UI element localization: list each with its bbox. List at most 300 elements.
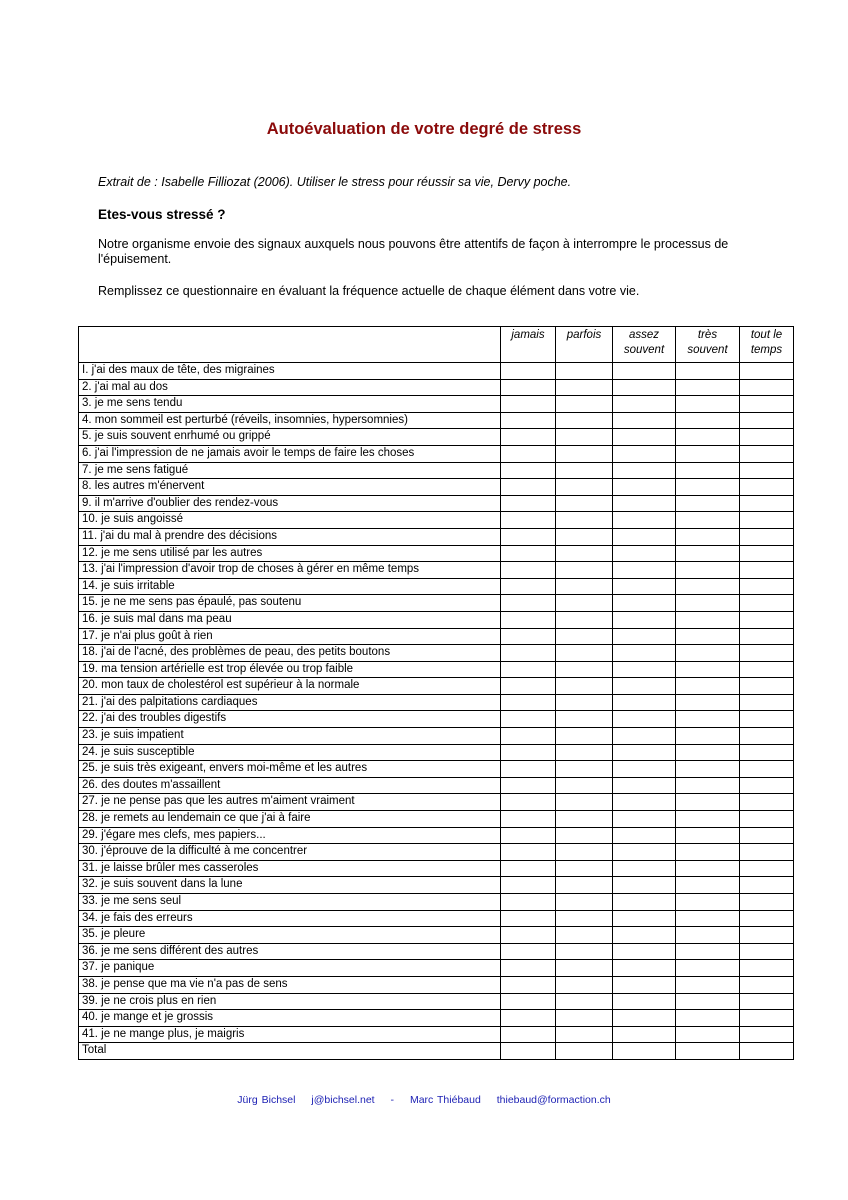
answer-cell-1[interactable]	[501, 777, 556, 794]
answer-cell-1[interactable]	[501, 545, 556, 562]
answer-cell-2[interactable]	[556, 927, 613, 944]
answer-cell-5[interactable]	[740, 943, 794, 960]
answer-cell-5[interactable]	[740, 396, 794, 413]
answer-cell-4[interactable]	[676, 479, 740, 496]
answer-cell-5[interactable]	[740, 528, 794, 545]
answer-cell-5[interactable]	[740, 611, 794, 628]
answer-cell-2[interactable]	[556, 827, 613, 844]
answer-cell-3[interactable]	[613, 811, 676, 828]
answer-cell-5[interactable]	[740, 877, 794, 894]
answer-cell-2[interactable]	[556, 396, 613, 413]
answer-cell-3[interactable]	[613, 645, 676, 662]
answer-cell-5[interactable]	[740, 462, 794, 479]
answer-cell-1[interactable]	[501, 495, 556, 512]
question-text: 19. ma tension artérielle est trop élevée ou trop faible	[79, 661, 501, 678]
table-row	[79, 429, 794, 446]
answer-cell-4[interactable]	[676, 728, 740, 745]
answer-cell-3[interactable]	[613, 694, 676, 711]
table-row	[79, 761, 794, 778]
table-row	[79, 960, 794, 977]
answer-cell-4[interactable]	[676, 396, 740, 413]
answer-cell-3[interactable]	[613, 396, 676, 413]
question-text: 9. il m'arrive d'oublier des rendez-vous	[79, 495, 501, 512]
answer-cell-5[interactable]	[740, 678, 794, 695]
answer-cell-2[interactable]	[556, 628, 613, 645]
answer-cell-4[interactable]	[676, 412, 740, 429]
answer-cell-5[interactable]	[740, 562, 794, 579]
table-row	[79, 661, 794, 678]
answer-cell-5[interactable]	[740, 827, 794, 844]
table-row	[79, 545, 794, 562]
answer-cell-5[interactable]	[740, 412, 794, 429]
answer-cell-2[interactable]	[556, 495, 613, 512]
answer-cell-2[interactable]	[556, 462, 613, 479]
answer-cell-3[interactable]	[613, 462, 676, 479]
answer-cell-4[interactable]	[676, 744, 740, 761]
answer-cell-5[interactable]	[740, 512, 794, 529]
question-text: 20. mon taux de cholestérol est supérieur à la normale	[79, 678, 501, 695]
answer-cell-4[interactable]	[676, 379, 740, 396]
answer-cell-4[interactable]	[676, 661, 740, 678]
answer-cell-3[interactable]	[613, 379, 676, 396]
question-text: 29. j'égare mes clefs, mes papiers...	[79, 827, 501, 844]
question-text: 16. je suis mal dans ma peau	[79, 611, 501, 628]
answer-cell-1[interactable]	[501, 396, 556, 413]
table-row	[79, 512, 794, 529]
answer-cell-4[interactable]	[676, 711, 740, 728]
answer-cell-3[interactable]	[613, 661, 676, 678]
answer-cell-5[interactable]	[740, 363, 794, 380]
answer-cell-2[interactable]	[556, 910, 613, 927]
answer-cell-5[interactable]	[740, 1010, 794, 1027]
answer-cell-1[interactable]	[501, 794, 556, 811]
answer-cell-1[interactable]	[501, 462, 556, 479]
answer-cell-3[interactable]	[613, 578, 676, 595]
answer-cell-2[interactable]	[556, 429, 613, 446]
answer-cell-3[interactable]	[613, 860, 676, 877]
table-row	[79, 645, 794, 662]
answer-cell-3[interactable]	[613, 777, 676, 794]
answer-cell-1[interactable]	[501, 927, 556, 944]
answer-cell-5[interactable]	[740, 927, 794, 944]
answer-cell-3[interactable]	[613, 976, 676, 993]
answer-cell-4[interactable]	[676, 860, 740, 877]
answer-cell-4[interactable]	[676, 844, 740, 861]
table-row	[79, 794, 794, 811]
answer-cell-3[interactable]	[613, 1026, 676, 1043]
answer-cell-4[interactable]	[676, 694, 740, 711]
question-text: 36. je me sens différent des autres	[79, 943, 501, 960]
question-text: 4. mon sommeil est perturbé (réveils, insomnies, hypersomnies)	[79, 412, 501, 429]
answer-cell-4[interactable]	[676, 1043, 740, 1060]
header-jamais: jamais	[501, 327, 556, 363]
answer-cell-3[interactable]	[613, 595, 676, 612]
answer-cell-5[interactable]	[740, 976, 794, 993]
table-row	[79, 396, 794, 413]
answer-cell-3[interactable]	[613, 1043, 676, 1060]
table-row	[79, 462, 794, 479]
questionnaire-body	[79, 363, 794, 1060]
answer-cell-5[interactable]	[740, 761, 794, 778]
table-row	[79, 860, 794, 877]
answer-cell-3[interactable]	[613, 363, 676, 380]
answer-cell-1[interactable]	[501, 611, 556, 628]
answer-cell-5[interactable]	[740, 595, 794, 612]
question-text: 10. je suis angoissé	[79, 512, 501, 529]
question-text: 15. je ne me sens pas épaulé, pas soutenu	[79, 595, 501, 612]
question-text: 5. je suis souvent enrhumé ou grippé	[79, 429, 501, 446]
answer-cell-4[interactable]	[676, 645, 740, 662]
table-row	[79, 777, 794, 794]
answer-cell-5[interactable]	[740, 777, 794, 794]
answer-cell-2[interactable]	[556, 711, 613, 728]
table-row	[79, 1026, 794, 1043]
answer-cell-4[interactable]	[676, 927, 740, 944]
answer-cell-3[interactable]	[613, 1010, 676, 1027]
answer-cell-5[interactable]	[740, 728, 794, 745]
answer-cell-2[interactable]	[556, 943, 613, 960]
answer-cell-1[interactable]	[501, 512, 556, 529]
answer-cell-3[interactable]	[613, 728, 676, 745]
table-row	[79, 927, 794, 944]
answer-cell-2[interactable]	[556, 728, 613, 745]
answer-cell-3[interactable]	[613, 711, 676, 728]
answer-cell-1[interactable]	[501, 993, 556, 1010]
answer-cell-2[interactable]	[556, 645, 613, 662]
answer-cell-2[interactable]	[556, 1010, 613, 1027]
table-row	[79, 811, 794, 828]
question-text: 32. je suis souvent dans la lune	[79, 877, 501, 894]
answer-cell-3[interactable]	[613, 429, 676, 446]
answer-cell-4[interactable]	[676, 445, 740, 462]
answer-cell-5[interactable]	[740, 794, 794, 811]
answer-cell-4[interactable]	[676, 429, 740, 446]
answer-cell-1[interactable]	[501, 628, 556, 645]
answer-cell-4[interactable]	[676, 894, 740, 911]
answer-cell-2[interactable]	[556, 578, 613, 595]
answer-cell-1[interactable]	[501, 877, 556, 894]
question-text: 41. je ne mange plus, je maigris	[79, 1026, 501, 1043]
answer-cell-5[interactable]	[740, 645, 794, 662]
answer-cell-1[interactable]	[501, 528, 556, 545]
question-text: 37. je panique	[79, 960, 501, 977]
answer-cell-2[interactable]	[556, 993, 613, 1010]
answer-cell-4[interactable]	[676, 512, 740, 529]
table-row	[79, 412, 794, 429]
answer-cell-5[interactable]	[740, 744, 794, 761]
table-row	[79, 479, 794, 496]
answer-cell-3[interactable]	[613, 528, 676, 545]
answer-cell-3[interactable]	[613, 894, 676, 911]
answer-cell-1[interactable]	[501, 827, 556, 844]
answer-cell-2[interactable]	[556, 363, 613, 380]
answer-cell-3[interactable]	[613, 445, 676, 462]
question-text: 33. je me sens seul	[79, 894, 501, 911]
question-text: 25. je suis très exigeant, envers moi-même et les autres	[79, 761, 501, 778]
answer-cell-3[interactable]	[613, 628, 676, 645]
answer-cell-1[interactable]	[501, 910, 556, 927]
answer-cell-1[interactable]	[501, 761, 556, 778]
answer-cell-3[interactable]	[613, 495, 676, 512]
question-text: 6. j'ai l'impression de ne jamais avoir le temps de faire les choses	[79, 445, 501, 462]
answer-cell-1[interactable]	[501, 412, 556, 429]
answer-cell-4[interactable]	[676, 777, 740, 794]
answer-cell-5[interactable]	[740, 661, 794, 678]
question-text: 22. j'ai des troubles digestifs	[79, 711, 501, 728]
answer-cell-3[interactable]	[613, 910, 676, 927]
answer-cell-3[interactable]	[613, 943, 676, 960]
answer-cell-1[interactable]	[501, 711, 556, 728]
answer-cell-2[interactable]	[556, 777, 613, 794]
answer-cell-1[interactable]	[501, 976, 556, 993]
answer-cell-1[interactable]	[501, 1010, 556, 1027]
answer-cell-1[interactable]	[501, 960, 556, 977]
answer-cell-4[interactable]	[676, 827, 740, 844]
answer-cell-4[interactable]	[676, 910, 740, 927]
answer-cell-2[interactable]	[556, 479, 613, 496]
answer-cell-5[interactable]	[740, 960, 794, 977]
table-row	[79, 711, 794, 728]
question-text: 8. les autres m'énervent	[79, 479, 501, 496]
table-row	[79, 694, 794, 711]
answer-cell-2[interactable]	[556, 744, 613, 761]
table-row	[79, 744, 794, 761]
question-text: 13. j'ai l'impression d'avoir trop de choses à gérer en même temps	[79, 562, 501, 579]
answer-cell-2[interactable]	[556, 877, 613, 894]
answer-cell-4[interactable]	[676, 462, 740, 479]
answer-cell-5[interactable]	[740, 1043, 794, 1060]
answer-cell-2[interactable]	[556, 811, 613, 828]
question-text: 21. j'ai des palpitations cardiaques	[79, 694, 501, 711]
answer-cell-5[interactable]	[740, 628, 794, 645]
question-text: 14. je suis irritable	[79, 578, 501, 595]
header-row	[79, 327, 794, 363]
answer-cell-1[interactable]	[501, 645, 556, 662]
answer-cell-4[interactable]	[676, 976, 740, 993]
question-text: 34. je fais des erreurs	[79, 910, 501, 927]
question-text: 3. je me sens tendu	[79, 396, 501, 413]
table-row	[79, 595, 794, 612]
answer-cell-3[interactable]	[613, 993, 676, 1010]
answer-cell-4[interactable]	[676, 761, 740, 778]
answer-cell-3[interactable]	[613, 794, 676, 811]
table-row	[79, 611, 794, 628]
answer-cell-2[interactable]	[556, 412, 613, 429]
answer-cell-3[interactable]	[613, 927, 676, 944]
question-text: 2. j'ai mal au dos	[79, 379, 501, 396]
table-row	[79, 495, 794, 512]
total-label: Total	[79, 1043, 501, 1060]
answer-cell-2[interactable]	[556, 445, 613, 462]
answer-cell-4[interactable]	[676, 595, 740, 612]
answer-cell-4[interactable]	[676, 628, 740, 645]
table-row	[79, 910, 794, 927]
answer-cell-1[interactable]	[501, 379, 556, 396]
answer-cell-3[interactable]	[613, 512, 676, 529]
question-text: 7. je me sens fatigué	[79, 462, 501, 479]
answer-cell-3[interactable]	[613, 960, 676, 977]
answer-cell-5[interactable]	[740, 694, 794, 711]
answer-cell-3[interactable]	[613, 877, 676, 894]
table-row	[79, 993, 794, 1010]
question-text: 24. je suis susceptible	[79, 744, 501, 761]
question-text: 35. je pleure	[79, 927, 501, 944]
answer-cell-2[interactable]	[556, 761, 613, 778]
footer-contacts	[0, 1094, 848, 1106]
answer-cell-4[interactable]	[676, 1010, 740, 1027]
answer-cell-2[interactable]	[556, 661, 613, 678]
answer-cell-5[interactable]	[740, 495, 794, 512]
answer-cell-2[interactable]	[556, 694, 613, 711]
question-text: 18. j'ai de l'acné, des problèmes de peau, des petits boutons	[79, 645, 501, 662]
answer-cell-5[interactable]	[740, 578, 794, 595]
answer-cell-4[interactable]	[676, 578, 740, 595]
question-text: 17. je n'ai plus goût à rien	[79, 628, 501, 645]
email-2-link[interactable]: thiebaud@formaction.ch	[496, 1094, 611, 1106]
answer-cell-5[interactable]	[740, 479, 794, 496]
answer-cell-4[interactable]	[676, 363, 740, 380]
answer-cell-2[interactable]	[556, 844, 613, 861]
question-text: 40. je mange et je grossis	[79, 1010, 501, 1027]
table-row	[79, 379, 794, 396]
answer-cell-1[interactable]	[501, 595, 556, 612]
answer-cell-4[interactable]	[676, 1026, 740, 1043]
answer-cell-1[interactable]	[501, 694, 556, 711]
answer-cell-4[interactable]	[676, 678, 740, 695]
answer-cell-4[interactable]	[676, 877, 740, 894]
answer-cell-2[interactable]	[556, 528, 613, 545]
answer-cell-4[interactable]	[676, 794, 740, 811]
answer-cell-5[interactable]	[740, 379, 794, 396]
answer-cell-4[interactable]	[676, 943, 740, 960]
answer-cell-1[interactable]	[501, 578, 556, 595]
answer-cell-4[interactable]	[676, 611, 740, 628]
answer-cell-5[interactable]	[740, 1026, 794, 1043]
answer-cell-3[interactable]	[613, 678, 676, 695]
document-title: Autoévaluation de votre degré de stress	[266, 120, 582, 138]
header-tres-souvent: très souvent	[676, 327, 740, 363]
answer-cell-3[interactable]	[613, 827, 676, 844]
answer-cell-4[interactable]	[676, 562, 740, 579]
answer-cell-1[interactable]	[501, 445, 556, 462]
answer-cell-1[interactable]	[501, 429, 556, 446]
table-row	[79, 678, 794, 695]
question-text: 31. je laisse brûler mes casseroles	[79, 860, 501, 877]
header-assez-souvent: assez souvent	[613, 327, 676, 363]
header-tout-le-temps: tout le temps	[740, 327, 794, 363]
author-2: Marc Thiébaud	[409, 1094, 481, 1106]
answer-cell-2[interactable]	[556, 960, 613, 977]
table-row	[79, 562, 794, 579]
answer-cell-4[interactable]	[676, 528, 740, 545]
header-parfois: parfois	[556, 327, 613, 363]
answer-cell-2[interactable]	[556, 379, 613, 396]
answer-cell-1[interactable]	[501, 678, 556, 695]
answer-cell-1[interactable]	[501, 744, 556, 761]
answer-cell-2[interactable]	[556, 860, 613, 877]
question-text: 27. je ne pense pas que les autres m'aiment vraiment	[79, 794, 501, 811]
question-text: I. j'ai des maux de tête, des migraines	[79, 363, 501, 380]
answer-cell-1[interactable]	[501, 661, 556, 678]
answer-cell-2[interactable]	[556, 545, 613, 562]
table-row	[79, 445, 794, 462]
answer-cell-3[interactable]	[613, 611, 676, 628]
header-item	[79, 327, 501, 363]
table-row	[79, 894, 794, 911]
answer-cell-1[interactable]	[501, 860, 556, 877]
answer-cell-3[interactable]	[613, 479, 676, 496]
table-row	[79, 877, 794, 894]
answer-cell-5[interactable]	[740, 711, 794, 728]
answer-cell-2[interactable]	[556, 1043, 613, 1060]
answer-cell-2[interactable]	[556, 976, 613, 993]
answer-cell-5[interactable]	[740, 993, 794, 1010]
answer-cell-3[interactable]	[613, 761, 676, 778]
answer-cell-5[interactable]	[740, 910, 794, 927]
answer-cell-4[interactable]	[676, 811, 740, 828]
answer-cell-1[interactable]	[501, 894, 556, 911]
table-row	[79, 628, 794, 645]
answer-cell-3[interactable]	[613, 545, 676, 562]
table-row	[79, 363, 794, 380]
answer-cell-1[interactable]	[501, 943, 556, 960]
answer-cell-1[interactable]	[501, 811, 556, 828]
answer-cell-3[interactable]	[613, 412, 676, 429]
answer-cell-2[interactable]	[556, 794, 613, 811]
answer-cell-2[interactable]	[556, 678, 613, 695]
answer-cell-2[interactable]	[556, 562, 613, 579]
answer-cell-4[interactable]	[676, 960, 740, 977]
email-1-link[interactable]: j@bichsel.net	[311, 1094, 375, 1106]
stress-questionnaire-table	[78, 326, 794, 1060]
answer-cell-5[interactable]	[740, 860, 794, 877]
answer-cell-1[interactable]	[501, 728, 556, 745]
table-row	[79, 728, 794, 745]
author-1: Jürg Bichsel	[237, 1094, 296, 1106]
question-text: 23. je suis impatient	[79, 728, 501, 745]
total-row	[79, 1043, 794, 1060]
answer-cell-2[interactable]	[556, 1026, 613, 1043]
answer-cell-2[interactable]	[556, 512, 613, 529]
answer-cell-5[interactable]	[740, 844, 794, 861]
answer-cell-1[interactable]	[501, 1043, 556, 1060]
answer-cell-5[interactable]	[740, 445, 794, 462]
answer-cell-2[interactable]	[556, 611, 613, 628]
answer-cell-1[interactable]	[501, 479, 556, 496]
question-text: 39. je ne crois plus en rien	[79, 993, 501, 1010]
answer-cell-3[interactable]	[613, 562, 676, 579]
answer-cell-3[interactable]	[613, 844, 676, 861]
answer-cell-5[interactable]	[740, 894, 794, 911]
section-heading: Etes-vous stressé ?	[98, 207, 226, 222]
answer-cell-4[interactable]	[676, 545, 740, 562]
answer-cell-1[interactable]	[501, 363, 556, 380]
answer-cell-2[interactable]	[556, 894, 613, 911]
answer-cell-4[interactable]	[676, 993, 740, 1010]
answer-cell-2[interactable]	[556, 595, 613, 612]
answer-cell-4[interactable]	[676, 495, 740, 512]
question-text: 38. je pense que ma vie n'a pas de sens	[79, 976, 501, 993]
answer-cell-1[interactable]	[501, 844, 556, 861]
answer-cell-5[interactable]	[740, 429, 794, 446]
answer-cell-1[interactable]	[501, 1026, 556, 1043]
answer-cell-1[interactable]	[501, 562, 556, 579]
answer-cell-3[interactable]	[613, 744, 676, 761]
question-text: 12. je me sens utilisé par les autres	[79, 545, 501, 562]
answer-cell-5[interactable]	[740, 545, 794, 562]
answer-cell-5[interactable]	[740, 811, 794, 828]
table-row	[79, 844, 794, 861]
